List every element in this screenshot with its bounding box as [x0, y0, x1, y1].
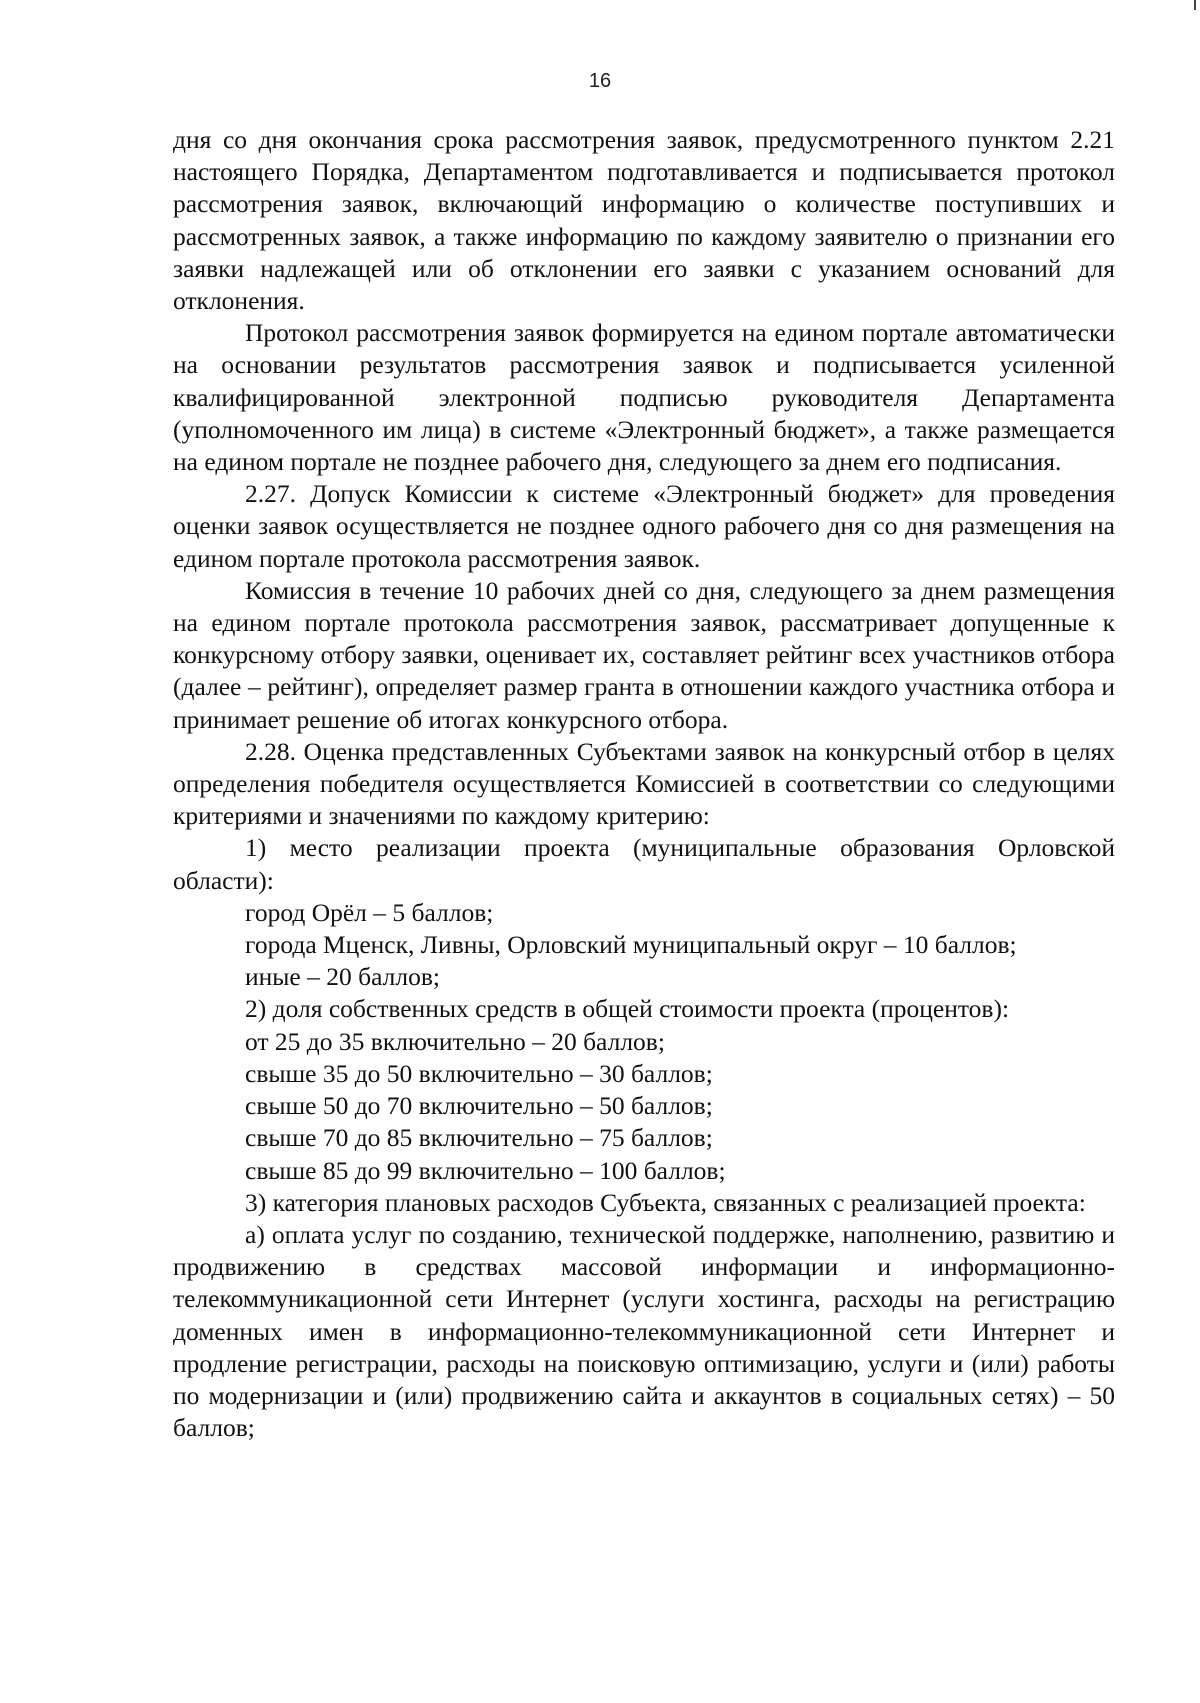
- list-item: свыше 35 до 50 включительно – 30 баллов;: [245, 1058, 713, 1088]
- list-item: иные – 20 баллов;: [245, 962, 440, 992]
- list-item: свыше 70 до 85 включительно – 75 баллов;: [245, 1123, 713, 1153]
- scan-edge-mark: [1194, 0, 1196, 10]
- list-item: от 25 до 35 включительно – 20 баллов;: [245, 1026, 665, 1056]
- paragraph: 3) категория плановых расходов Субъекта, связанных с реализацией проекта:: [245, 1187, 1086, 1217]
- page-number: 16: [588, 70, 612, 92]
- list-item: города Мценск, Ливны, Орловский муниципальный округ – 10 баллов;: [245, 930, 1017, 960]
- paragraph: 2.28. Оценка представленных Субъектами заявок на конкурсный отбор в целях определения победителя осуществляется Комиссией в соответствии со следующими критериями и значениями по каждому критерию:: [173, 736, 1115, 831]
- paragraph: 2.27. Допуск Комиссии к системе «Электронный бюджет» для проведения оценки заявок осуществляется не позднее одного рабочего дня со дня размещения на едином портале протокола рассмотрения заявок.: [173, 479, 1115, 573]
- paragraph: 1) место реализации проекта (муниципальные образования Орловской области):: [173, 833, 1115, 895]
- list-item: город Орёл – 5 баллов;: [245, 897, 494, 927]
- paragraph: а) оплата услуг по созданию, технической поддержке, наполнению, развитию и продвижению в средствах массовой информации и информационно-телекоммуникационной сети Интернет (услуги хостинга, расходы на регистрацию доменных имен в информационно-телекоммуникационной сети Интернет и продление регистрации, расходы на поисковую оптимизацию, услуги и (или) работы по модернизации и (или) продвижению сайта и аккаунтов в социальных сетях) – 50 баллов;: [173, 1219, 1115, 1443]
- paragraph: дня со дня окончания срока рассмотрения заявок, предусмотренного пунктом 2.21 настоящего Порядка, Департаментом подготавливается и подписывается протокол рассмотрения заявок, включающий информацию о количестве поступивших и рассмотренных заявок, а также информацию по каждому заявителю о признании его заявки надлежащей или об отклонении его заявки с указанием оснований для отклонения.: [173, 125, 1115, 316]
- paragraph: Комиссия в течение 10 рабочих дней со дня, следующего за днем размещения на едином портале протокола рассмотрения заявок, рассматривает допущенные к конкурсному отбору заявки, оценивает их, составляет рейтинг всех участников отбора (далее – рейтинг), определяет размер гранта в отношении каждого участника отбора и принимает решение об итогах конкурсного отбора.: [173, 575, 1115, 734]
- list-item: 2) доля собственных средств в общей стоимости проекта (процентов):: [245, 994, 1010, 1024]
- list-item: свыше 50 до 70 включительно – 50 баллов;: [245, 1091, 713, 1121]
- paragraph: Протокол рассмотрения заявок формируется на едином портале автоматически на основании результатов рассмотрения заявок и подписывается усиленной квалифицированной электронной подписью руководителя Департамента (уполномоченного им лица) в системе «Электронный бюджет», а также размещается на едином портале не позднее рабочего дня, следующего за днем его подписания.: [173, 318, 1115, 477]
- list-item: свыше 85 до 99 включительно – 100 баллов;: [245, 1155, 726, 1185]
- document-body: [173, 124, 1115, 1444]
